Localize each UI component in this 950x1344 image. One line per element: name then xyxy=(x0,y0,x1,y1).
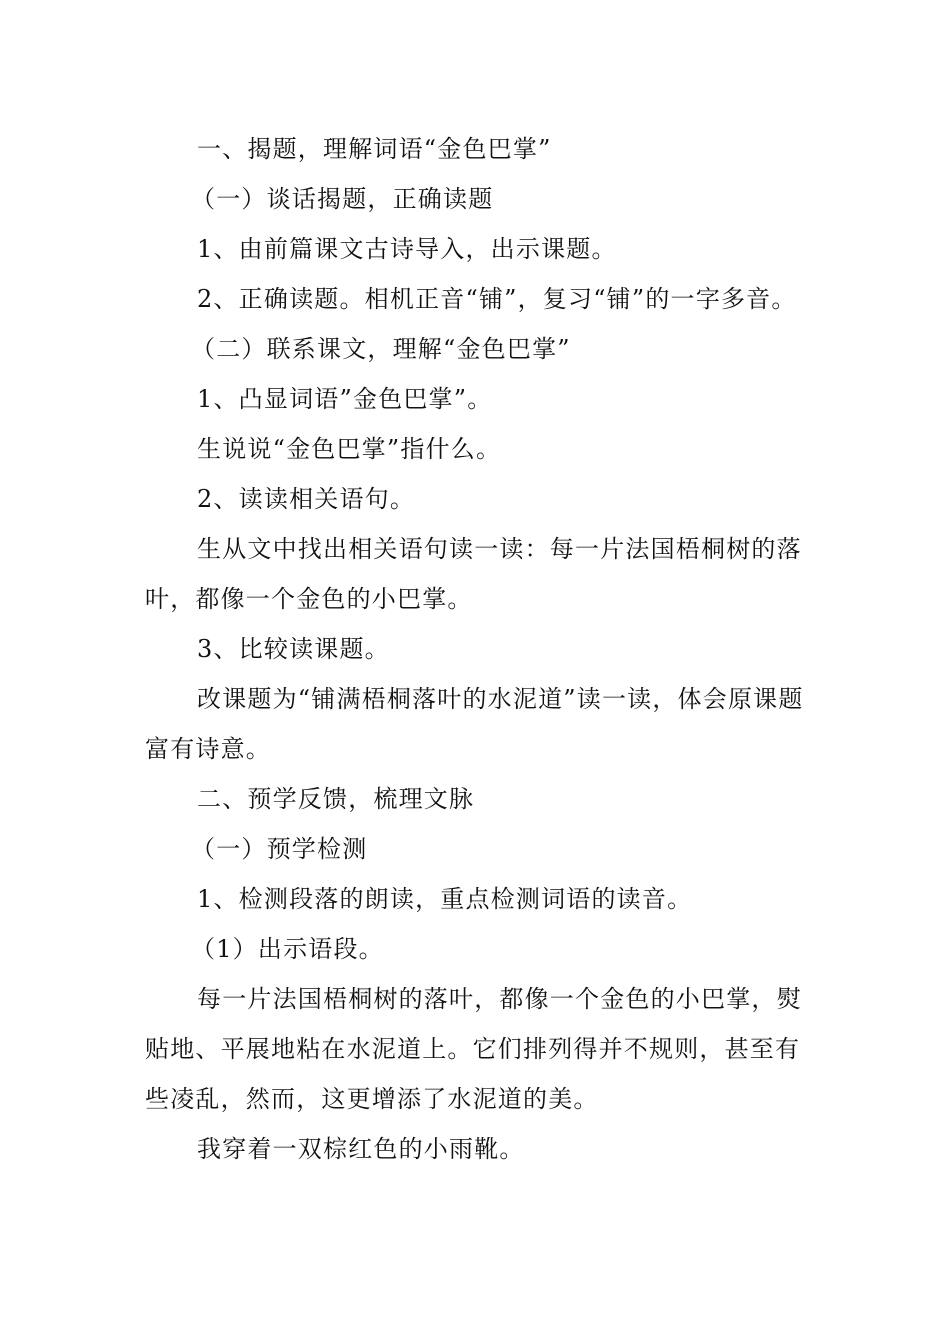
paragraph: 2、正确读题。相机正音“铺”，复习“铺”的一字多音。 xyxy=(197,285,797,313)
quoted-passage: 每一片法国梧桐树的落叶，都像一个金色的小巴掌，熨贴地、平展地粘在水泥道上。它们排列得并不规则，甚至有些凌乱，然而，这更增添了水泥道的美。 xyxy=(145,985,802,1113)
paragraph: 2、读读相关语句。 xyxy=(197,485,416,513)
paragraph: 生从文中找出相关语句读一读：每一片法国梧桐树的落叶，都像一个金色的小巴掌。 xyxy=(145,535,802,613)
paragraph: （1）出示语段。 xyxy=(191,935,384,963)
paragraph: 1、由前篇课文古诗导入，出示课题。 xyxy=(197,235,617,263)
paragraph: 改课题为“铺满梧桐落叶的水泥道”读一读，体会原课题富有诗意。 xyxy=(145,685,804,763)
paragraph: 1、凸显词语”金色巴掌”。 xyxy=(197,385,493,413)
paragraph: 生说说“金色巴掌”指什么。 xyxy=(197,435,502,463)
subsection-heading: （一）谈话揭题，正确读题 xyxy=(191,185,494,213)
section-heading: 二、预学反馈，梳理文脉 xyxy=(197,785,475,813)
paragraph: 3、比较读课题。 xyxy=(197,635,390,663)
section-heading: 一、揭题，理解词语“金色巴掌” xyxy=(197,135,552,163)
quoted-passage: 我穿着一双棕红色的小雨靴。 xyxy=(197,1135,525,1163)
document-body xyxy=(145,124,810,1174)
subsection-heading: （一）预学检测 xyxy=(191,835,368,863)
subsection-heading: （二）联系课文，理解“金色巴掌” xyxy=(191,335,571,363)
paragraph: 1、检测段落的朗读，重点检测词语的读音。 xyxy=(197,885,693,913)
